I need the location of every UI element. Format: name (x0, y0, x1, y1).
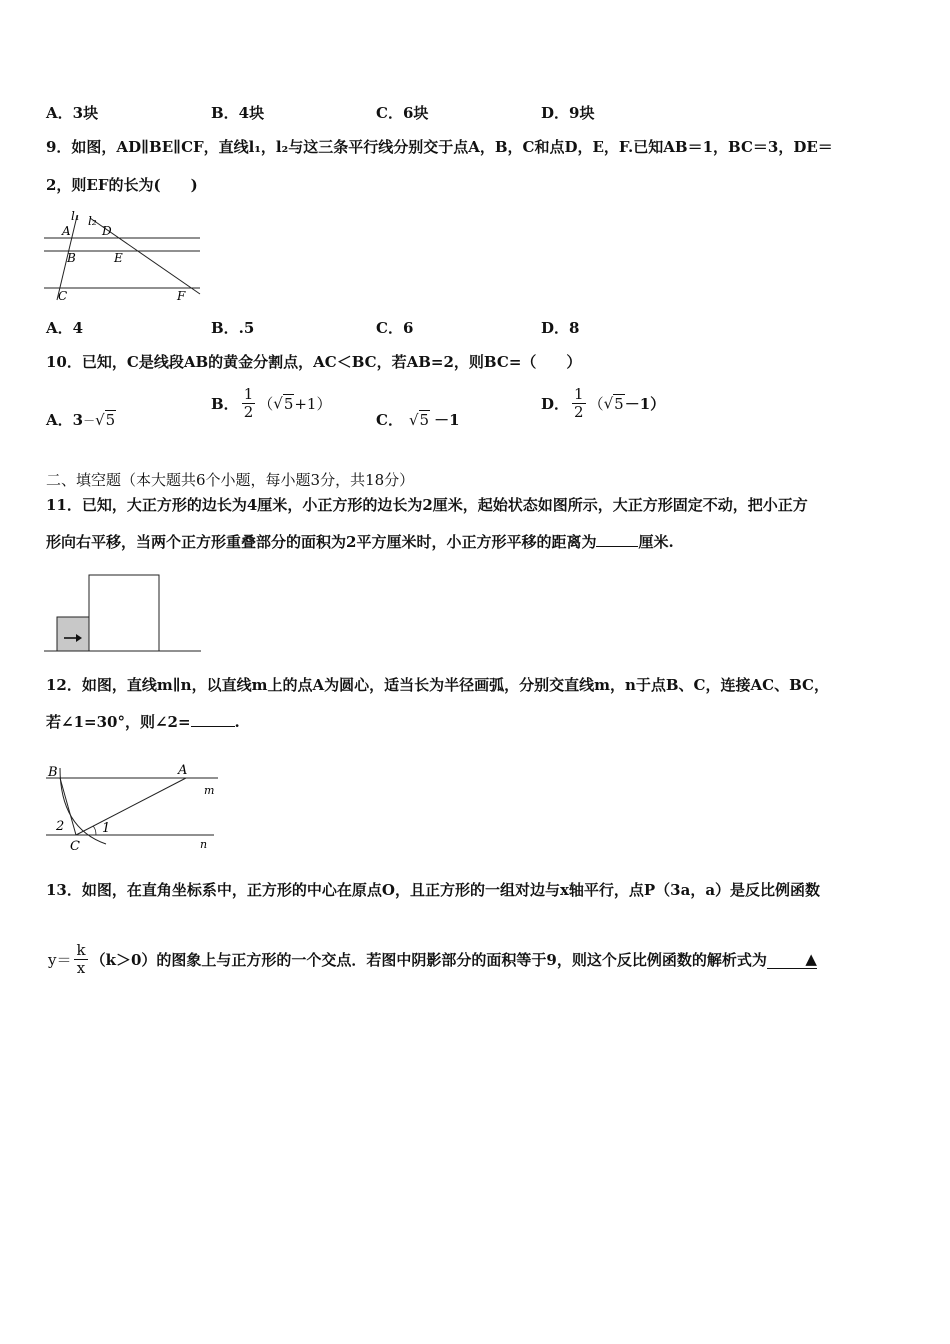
q13-formula-y: y＝ (48, 951, 72, 969)
large-square (89, 575, 159, 651)
label-m: m (204, 784, 215, 797)
q11-stem-line1: 11．已知，大正方形的边长为4厘米，小正方形的边长为2厘米，起始状态如图所示，大正方形固定不动，把小正方 (46, 496, 808, 514)
q10-option-a (46, 409, 116, 430)
q10-b-den: 2 (243, 403, 254, 421)
label-e: E (114, 251, 123, 265)
small-square (57, 617, 89, 651)
q12-stem-line2 (46, 711, 240, 732)
q11-stem-line2 (46, 531, 674, 552)
q10-b-num: 1 (243, 385, 254, 403)
q9-option-c: C．6 (376, 319, 414, 337)
q9-figure (44, 208, 204, 304)
q10-c-rest: －1 (434, 411, 460, 429)
q10-d-num: 1 (574, 385, 584, 403)
q11-line2-before: 形向右平移，当两个正方形重叠部分的面积为2平方厘米时，小正方形平移的距离为 (46, 533, 597, 551)
q11-answer-blank (596, 546, 638, 547)
label-d: D (102, 224, 112, 238)
q13-line2-text: （k＞0）的图象上与正方形的一个交点．若图中阴影部分的面积等于9，则这个反比例函数的解析式为 (90, 951, 767, 969)
q13-stem-line1: 13．如图，在直角坐标系中，正方形的中心在原点O，且正方形的一组对边与x轴平行，点P（3a，a）是反比例函数 (46, 881, 821, 899)
label-c: C (70, 839, 80, 854)
q10-a-num: 3 (72, 411, 84, 429)
arc (60, 768, 106, 844)
angle-1-arc (93, 826, 96, 835)
label-b: B (48, 765, 58, 780)
section-title: 二、填空题（本大题共6个小题，每小题3分，共18分） (46, 471, 415, 489)
sqrt-icon: √ (95, 411, 105, 429)
q10-option-c (376, 409, 460, 430)
q13-formula-den: x (76, 959, 86, 977)
q10-b-rest: +1） (294, 395, 332, 413)
q10-a-op: － (83, 414, 96, 428)
q13-formula-num: k (76, 941, 86, 959)
label-n: n (200, 838, 208, 851)
q8-option-b: B．4块 (211, 104, 265, 122)
q12-figure (40, 756, 222, 856)
segment-ac (76, 778, 186, 835)
q10-a-rad: 5 (105, 411, 116, 429)
q11-line2-after: 厘米. (638, 533, 674, 551)
sqrt-icon: √ (408, 411, 419, 429)
label-a: A (62, 224, 71, 238)
q10-d-fraction (572, 386, 586, 421)
q9-stem-line1: 9．如图，AD∥BE∥CF，直线l₁，l₂与这三条平行线分别交于点A，B，C和点D，E，F.已知AB＝1，BC＝3，DE＝ (46, 138, 833, 156)
q10-b-rad: 5 (283, 394, 294, 413)
q12-answer-blank (191, 726, 235, 727)
q11-figure (44, 572, 204, 656)
sqrt-icon: √ (603, 394, 614, 413)
q10-d-open: （ (588, 395, 604, 413)
q8-option-a: A．3块 (46, 104, 99, 122)
q10-d-label: D． (541, 395, 570, 413)
label-l2: l₂ (88, 214, 97, 228)
sqrt-icon: √ (273, 394, 283, 413)
label-b: B (67, 251, 76, 265)
label-a: A (178, 763, 188, 778)
q10-option-d (541, 386, 665, 432)
label-2: 2 (56, 819, 65, 834)
q13-formula-fraction (74, 942, 87, 977)
q10-c-label: C． (376, 411, 403, 429)
label-l1: l₁ (71, 209, 80, 223)
q8-option-d: D．9块 (541, 104, 595, 122)
q8-option-c: C．6块 (376, 104, 429, 122)
q13-answer-blank (767, 950, 817, 969)
q10-d-rad: 5 (614, 394, 624, 413)
q10-stem: 10．已知，C是线段AB的黄金分割点，AC＜BC，若AB=2，则BC=（ ） (46, 353, 582, 371)
q10-a-label: A． (46, 411, 73, 429)
q13-stem-line2 (48, 942, 817, 988)
q10-c-rad: 5 (419, 411, 430, 429)
q9-option-d: D．8 (541, 319, 580, 337)
q10-b-open: （ (258, 395, 274, 413)
q10-d-rest: －1） (624, 395, 666, 413)
label-c: C (58, 289, 68, 303)
q10-b-fraction (242, 386, 256, 421)
q9-stem-line2: 2，则EF的长为( ) (46, 176, 198, 194)
q10-d-den: 2 (574, 403, 584, 421)
triangle-icon: ▲ (805, 950, 817, 968)
q12-stem-line1: 12．如图，直线m∥n，以直线m上的点A为圆心，适当长为半径画弧，分别交直线m，n于点B、C，连接AC、BC， (46, 676, 829, 694)
q10-b-label: B． (211, 395, 239, 413)
label-1: 1 (102, 821, 111, 836)
q12-line2-before: 若∠1=30°，则∠2= (46, 713, 191, 731)
q12-line2-after: . (234, 713, 240, 731)
q9-option-b: B．.5 (211, 319, 255, 337)
q10-option-b (211, 386, 331, 432)
q9-option-a: A．4 (46, 319, 84, 337)
label-f: F (177, 289, 186, 303)
